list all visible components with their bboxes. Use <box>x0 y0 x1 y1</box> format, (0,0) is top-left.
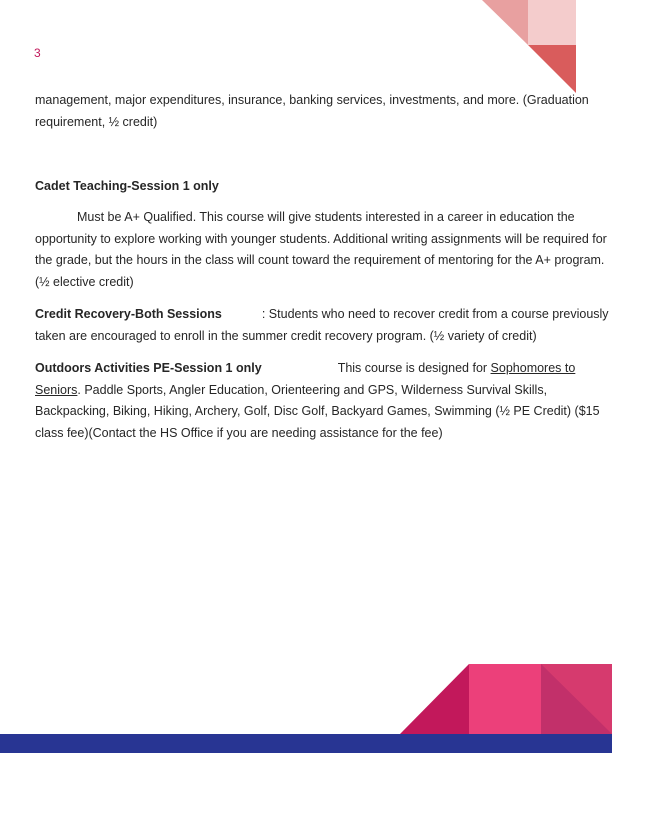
deco-pink-block <box>469 664 541 734</box>
outdoors-activities-paragraph <box>35 358 610 445</box>
cadet-teaching-text: Must be A+ Qualified. This course will give students interested in a career in education the opportunity to explore working with younger students. Additional writing assignments will be required for the grade, but the hours in the class will count toward the requirement of mentoring for the A+ program. (½ elective credit) <box>35 210 607 290</box>
credit-recovery-heading: Credit Recovery-Both Sessions <box>35 307 222 321</box>
outdoors-lead-text: This course is designed for <box>337 361 491 375</box>
deco-navy-bar <box>0 734 612 753</box>
outdoors-body-text: . Paddle Sports, Angler Education, Orienteering and GPS, Wilderness Survival Skills, Backpacking, Biking, Hiking, Archery, Golf, Disc Golf, Backyard Games, Swimming (½ PE Credit) ($15 class fee)(Contact the HS Office if you are needing assistance for the fee) <box>35 382 600 441</box>
outdoors-grade-range: Sophomores to Seniors <box>35 361 576 397</box>
top-corner-decoration <box>482 0 576 93</box>
cadet-teaching-heading: Cadet Teaching-Session 1 only <box>35 179 219 193</box>
cadet-teaching-paragraph <box>35 207 610 294</box>
credit-recovery-paragraph <box>35 304 610 347</box>
credit-recovery-text: : Students who need to recover credit from a course previously taken are encouraged to enroll in the summer credit recovery program. (½ variety of credit) <box>35 307 609 343</box>
bottom-footer-decoration <box>0 664 612 754</box>
page-number: 3 <box>34 46 41 60</box>
deco-magenta-triangle <box>400 664 469 734</box>
outdoors-activities-heading: Outdoors Activities PE-Session 1 only <box>35 361 262 375</box>
intro-text: management, major expenditures, insurance, banking services, investments, and more. (Graduation requirement, ½ credit) <box>35 93 589 129</box>
deco-salmon-triangle <box>482 0 528 45</box>
deco-light-square <box>528 0 576 45</box>
intro-paragraph <box>35 90 610 133</box>
deco-red-triangle <box>528 45 576 93</box>
